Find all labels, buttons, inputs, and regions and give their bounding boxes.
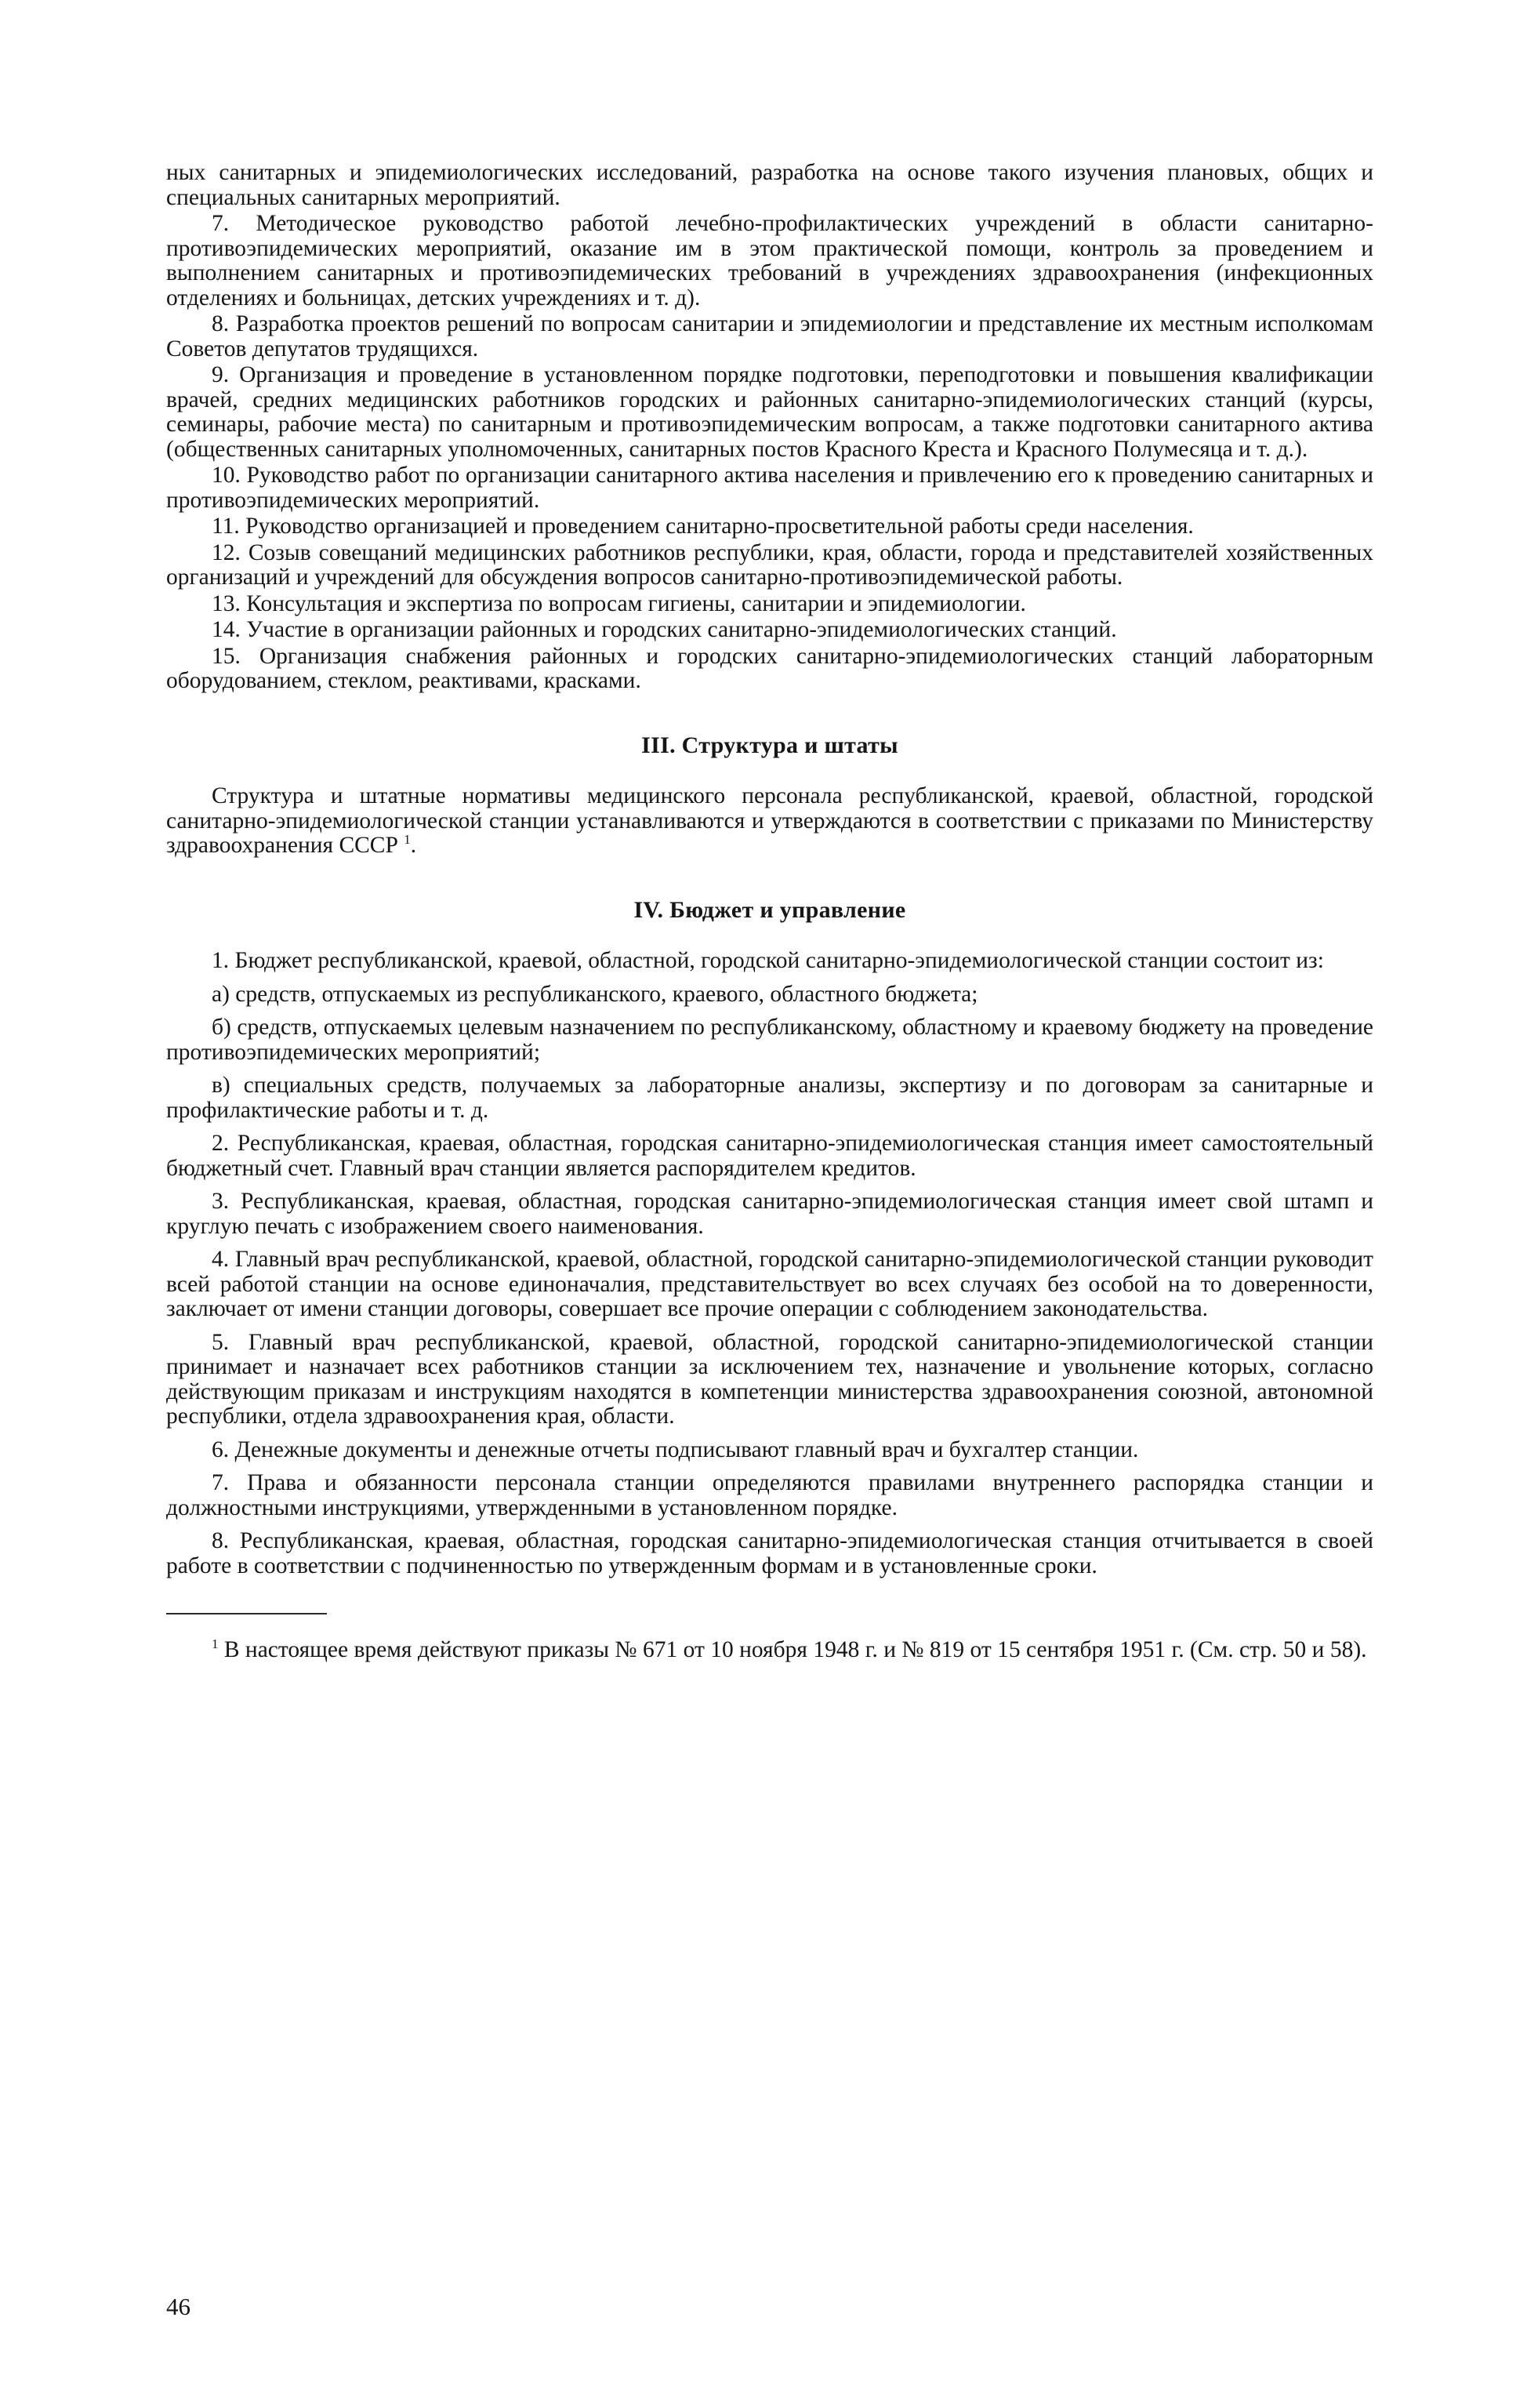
list-item: 11. Руководство организацией и проведением санитарно-просветительной работы среди населения.: [212, 514, 1194, 539]
list-item: 7. Методическое руководство работой лечебно-профилактических учреждений в области санитарно-противоэпидемических мероприятий, оказание им в этом практической помощи, контроль за проведением и выполнением санитарных и противоэпидемических требований в учреждениях здравоохранения (инфекционных отделениях и больницах, детских учреждениях и т. д).: [166, 211, 1373, 311]
section-heading-structure: III. Структура и штаты: [641, 732, 898, 758]
budget-item: 7. Права и обязанности персонала станции определяются правилами внутреннего распорядка станции и должностными инструкциями, утвержденными в установленном порядке.: [166, 1470, 1373, 1520]
continuation-paragraph: ных санитарных и эпидемиологических исследований, разработка на основе такого изучения плановых, общих и специальных санитарных мероприятий.: [166, 160, 1373, 210]
footnote-divider: [166, 1613, 327, 1614]
footnote: [166, 1638, 1373, 1663]
budget-item: 4. Главный врач республиканской, краевой, областной, городской санитарно-эпидемиологической станции руководит всей работой станции на основе единоначалия, представительствует во всех случаях без особой на то доверенности, заключает от имени станции договоры, совершает все прочие операции с соблюдением законодательства.: [166, 1247, 1373, 1321]
list-item: 9. Организация и проведение в установленном порядке подготовки, переподготовки и повышения квалификации врачей, средних медицинских работников городских и районных санитарно-эпидемиологических станций (курсы, семинары, рабочие места) по санитарным и противоэпидемическим вопросам, а также подготовки санитарного актива (общественных санитарных уполномоченных, санитарных постов Красного Креста и Красного Полумесяца и т. д.).: [166, 362, 1373, 462]
budget-item: 6. Денежные документы и денежные отчеты подписывают главный врач и бухгалтер станции.: [212, 1436, 1139, 1462]
budget-subitem: а) средств, отпускаемых из республиканского, краевого, областного бюджета;: [212, 981, 978, 1007]
structure-text: Структура и штатные нормативы медицинского персонала республиканской, краевой, областной, городской санитарно-эпидемиологической станции устанавливаются и утверждаются в соответствии с приказами по Министерству здравоохранения СССР: [166, 783, 1373, 858]
structure-paragraph: [166, 784, 1373, 859]
structure-end: .: [410, 833, 417, 858]
footnote-text: В настоящее время действуют приказы № 671 от 10 ноября 1948 г. и № 819 от 15 сентября 1951 г. (См. стр. 50 и 58).: [223, 1637, 1367, 1662]
page-number: 46: [166, 2293, 190, 2320]
budget-subitem: в) специальных средств, получаемых за лабораторные анализы, экспертизу и по договорам за санитарные и профилактические работы и т. д.: [166, 1073, 1373, 1123]
footnote-mark: 1: [212, 1636, 219, 1652]
budget-item: 8. Республиканская, краевая, областная, городская санитарно-эпидемиологическая станция отчитывается в своей работе в соответствии с подчиненностью по утвержденным формам и в установленные сроки.: [166, 1528, 1373, 1578]
budget-item: 2. Республиканская, краевая, областная, городская санитарно-эпидемиологическая станция имеет самостоятельный бюджетный счет. Главный врач станции является распорядителем кредитов.: [166, 1131, 1373, 1181]
budget-subitem: б) средств, отпускаемых целевым назначением по республиканскому, областному и краевому бюджету на проведение противоэпидемических мероприятий;: [166, 1015, 1373, 1065]
list-item: 15. Организация снабжения районных и городских санитарно-эпидемиологических станций лабораторным оборудованием, стеклом, реактивами, красками.: [166, 643, 1373, 693]
budget-item: 3. Республиканская, краевая, областная, городская санитарно-эпидемиологическая станция имеет свой штамп и круглую печать с изображением своего наименования.: [166, 1189, 1373, 1239]
footnote-reference: 1: [404, 832, 411, 848]
list-item: 8. Разработка проектов решений по вопросам санитарии и эпидемиологии и представление их местным исполкомам Советов депутатов трудящихся.: [166, 311, 1373, 361]
list-item: 13. Консультация и экспертиза по вопросам гигиены, санитарии и эпидемиологии.: [212, 590, 1026, 616]
list-item: 12. Созыв совещаний медицинских работников республики, края, области, города и представителей хозяйственных организаций и учреждений для обсуждения вопросов санитарно-противоэпидемической работы.: [166, 539, 1373, 590]
budget-item: 5. Главный врач республиканской, краевой, областной, городской санитарно-эпидемиологической станции принимает и назначает всех работников станции за исключением тех, назначение и увольнение которых, согласно действующим приказам и инструкциям находятся в компетенции министерства здравоохранения союзной, автономной республики, отдела здравоохранения края, области.: [166, 1329, 1373, 1429]
budget-item: 1. Бюджет республиканской, краевой, областной, городской санитарно-эпидемиологической станции состоит из:: [212, 948, 1324, 973]
list-item: 14. Участие в организации районных и городских санитарно-эпидемиологических станций.: [212, 617, 1117, 642]
section-heading-budget: IV. Бюджет и управление: [633, 896, 906, 923]
list-item: 10. Руководство работ по организации санитарного актива населения и привлечению его к проведению санитарных и противоэпидемических мероприятий.: [166, 463, 1373, 513]
document-page: [166, 161, 1373, 1663]
